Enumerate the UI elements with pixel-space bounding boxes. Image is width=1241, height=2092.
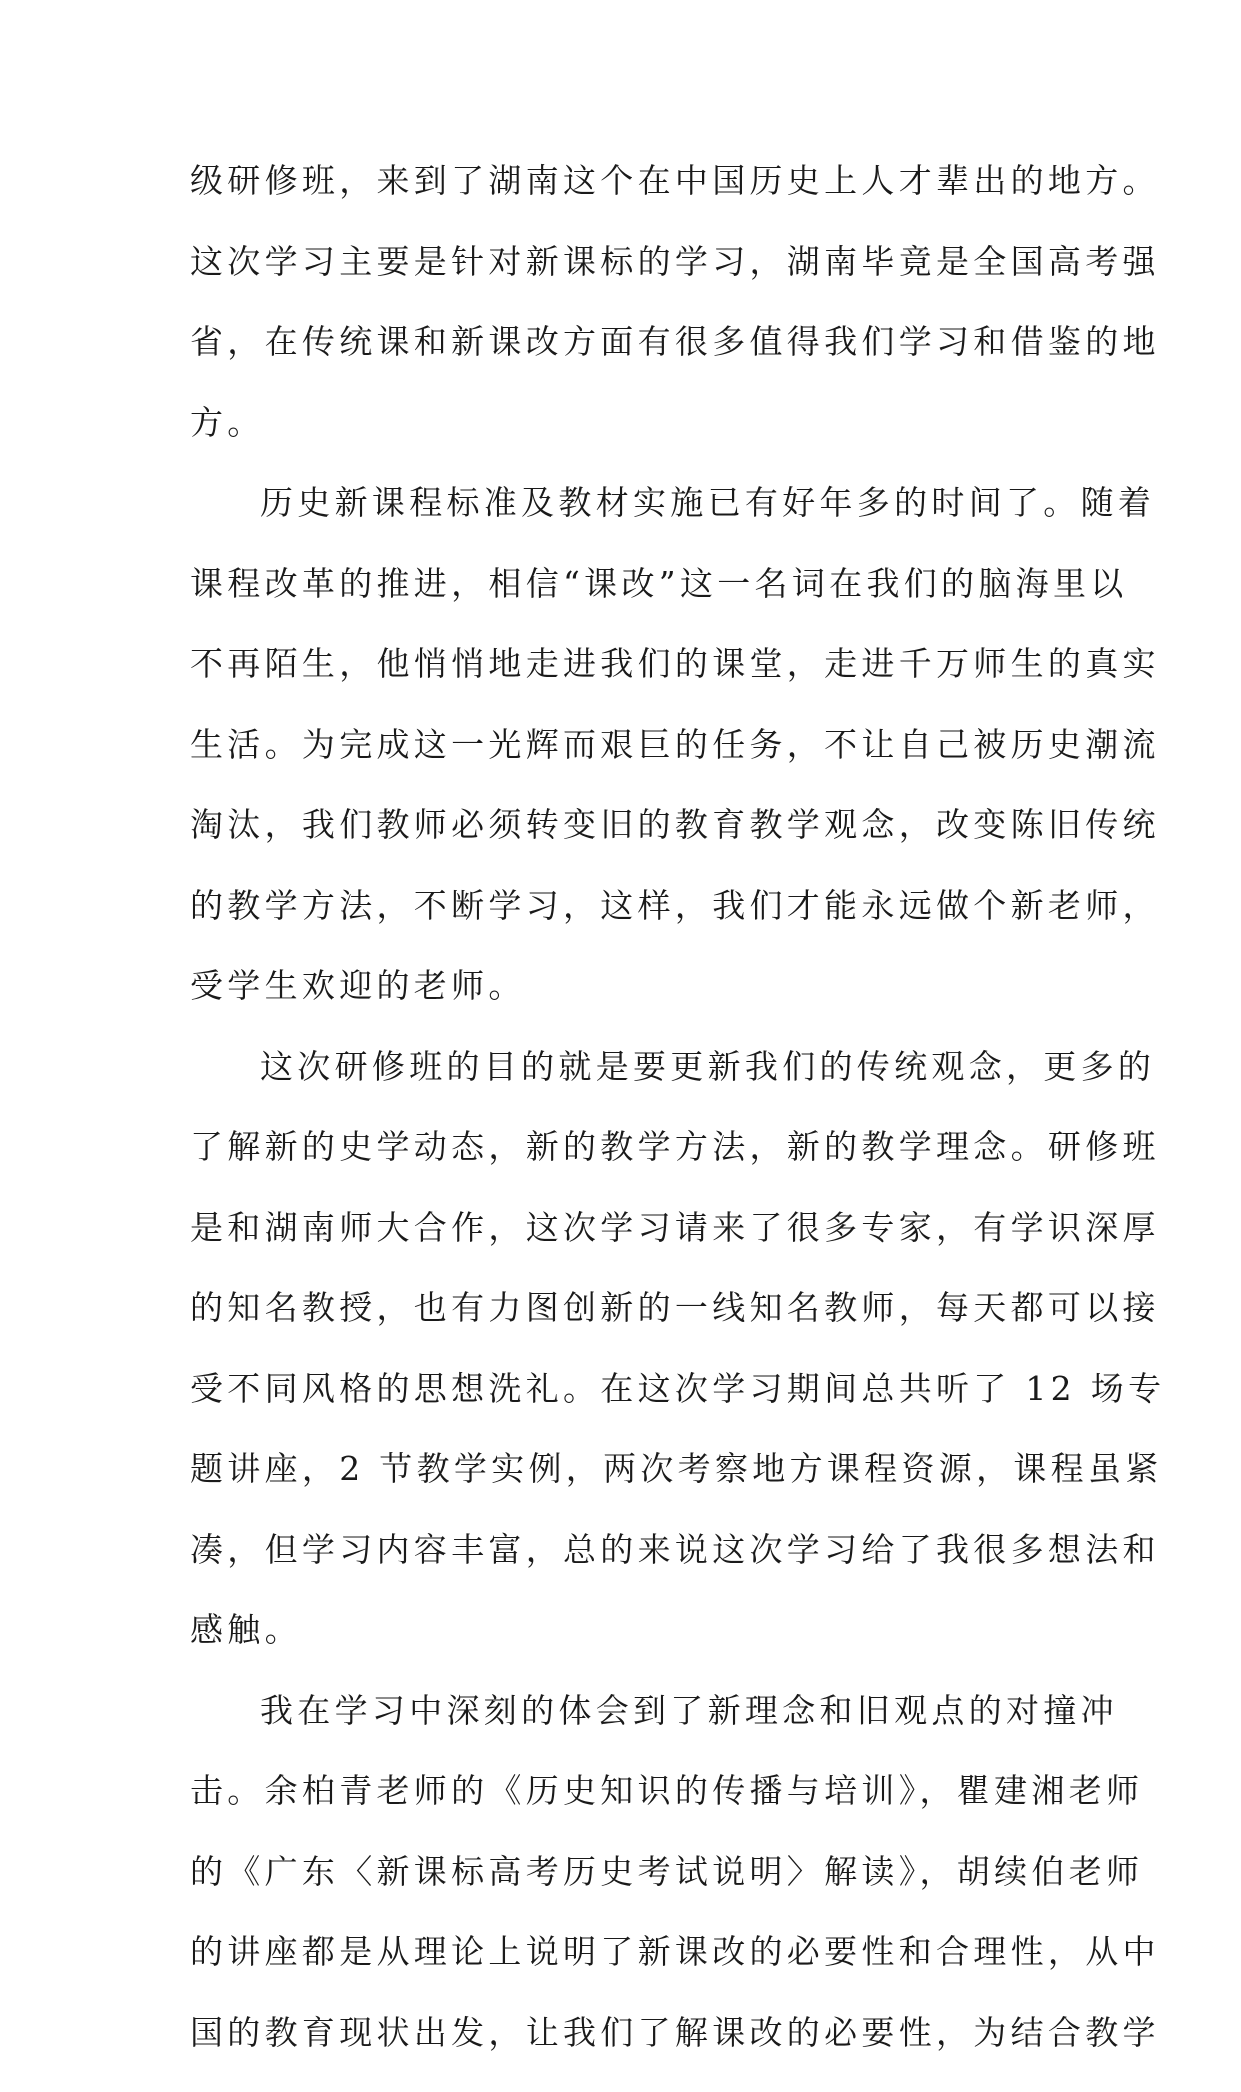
text-line: 方。 — [190, 402, 265, 442]
paragraph-first-line: 这次研修班的目的就是要更新我们的传统观念，更多的 — [260, 1046, 1156, 1086]
text-line: 的《广东〈新课标高考历史考试说明〉解读》，胡续伯老师 — [190, 1851, 1144, 1891]
text-line: 国的教育现状出发，让我们了解课改的必要性，为结合教学 — [190, 2012, 1160, 2052]
text-line: 的知名教授，也有力图创新的一线知名教师，每天都可以接 — [190, 1288, 1160, 1327]
text-line: 凑，但学习内容丰富，总的来说这次学习给了我很多想法和 — [190, 1529, 1160, 1569]
text-line: 了解新的史学动态，新的教学方法，新的教学理念。研修班 — [190, 1127, 1160, 1166]
text-line: 受学生欢迎的老师。 — [190, 966, 526, 1005]
text-line: 受不同风格的思想洗礼。在这次学习期间总共听了 12 场专 — [190, 1368, 1166, 1408]
text-line: 课程改革的推进，相信“课改”这一名词在我们的脑海里以 — [190, 563, 1128, 603]
text-line: 是和湖南师大合作，这次学习请来了很多专家，有学识深厚 — [190, 1207, 1160, 1247]
paragraph-first-line: 我在学习中深刻的体会到了新理念和旧观点的对撞冲 — [260, 1690, 1118, 1730]
text-line: 省，在传统课和新课改方面有很多值得我们学习和借鉴的地 — [190, 322, 1160, 361]
text-line: 淘汰，我们教师必须转变旧的教育教学观念，改变陈旧传统 — [190, 805, 1160, 844]
body-text — [190, 160, 1166, 2092]
text-line: 题讲座，2 节教学实例，两次考察地方课程资源，课程虽紧 — [190, 1449, 1163, 1488]
text-line: 感触。 — [190, 1610, 302, 1649]
text-line: 级研修班，来到了湖南这个在中国历史上人才辈出的地方。 — [190, 161, 1160, 200]
text-line: 这次学习主要是针对新课标的学习，湖南毕竟是全国高考强 — [190, 241, 1160, 281]
text-line: 的讲座都是从理论上说明了新课改的必要性和合理性，从中 — [190, 1932, 1160, 1971]
paragraph-first-line: 历史新课程标准及教材实施已有好年多的时间了。随着 — [260, 483, 1156, 522]
text-line: 生活。为完成这一光辉而艰巨的任务，不让自己被历史潮流 — [190, 724, 1160, 764]
text-line: 的教学方法，不断学习，这样，我们才能永远做个新老师， — [190, 885, 1160, 925]
text-line: 击。余柏青老师的《历史知识的传播与培训》，瞿建湘老师 — [190, 1771, 1144, 1810]
text-line: 不再陌生，他悄悄地走进我们的课堂，走进千万师生的真实 — [190, 644, 1160, 683]
